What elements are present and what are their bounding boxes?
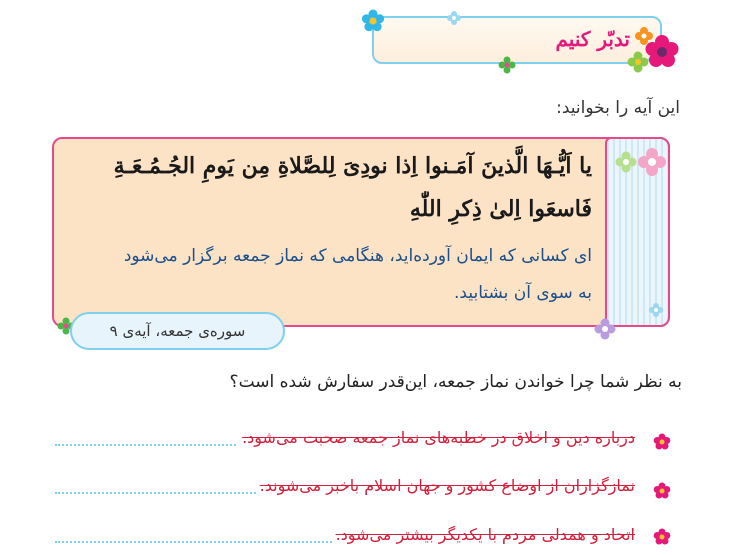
answer-text: نمازگزاران از اوضاع کشور و جهان اسلام باخبر می‌شوند. — [256, 476, 635, 495]
verse-translation-line-2: به سوی آن بشتابید. — [454, 283, 592, 303]
instruction-text: این آیه را بخوانید: — [556, 98, 680, 118]
verse-arabic-line-2: فَاسعَوا اِلیٰ ذِکرِ اللّٰهِ — [409, 196, 592, 222]
flower-icon — [446, 10, 462, 26]
verse-translation-line-1: ای کسانی که ایمان آورده‌اید، هنگامی که نماز جمعه برگزار می‌شود — [123, 246, 592, 266]
answer-text: اتحاد و همدلی مردم با یکدیگر بیشتر می‌شود. — [332, 525, 635, 544]
verse-arabic-line-1: یا اَیُّـهَا الَّذینَ آمَـنوا اِذا نودِیَ لِلصَّلاةِ مِن یَومِ الجُـمُـعَـةِ — [113, 153, 592, 179]
flower-icon — [618, 22, 684, 82]
section-title: تدبّر کنیم — [555, 27, 630, 51]
answer-text: درباره دین و اخلاق در خطبه‌های نماز جمعه صحبت می‌شود. — [238, 428, 635, 447]
flower-icon — [610, 140, 668, 184]
question-text: به نظر شما چرا خواندن نماز جمعه، این‌قدر سفارش شده است؟ — [229, 372, 682, 392]
flower-icon — [592, 316, 618, 342]
flower-bullet-icon — [652, 481, 672, 501]
flower-bullet-icon — [652, 432, 672, 452]
flower-icon — [648, 302, 664, 318]
flower-icon — [360, 8, 386, 34]
flower-icon — [497, 55, 517, 75]
verse-source: سوره‌ی جمعه، آیه‌ی ۹ — [109, 322, 246, 340]
flower-bullet-icon — [652, 527, 672, 547]
